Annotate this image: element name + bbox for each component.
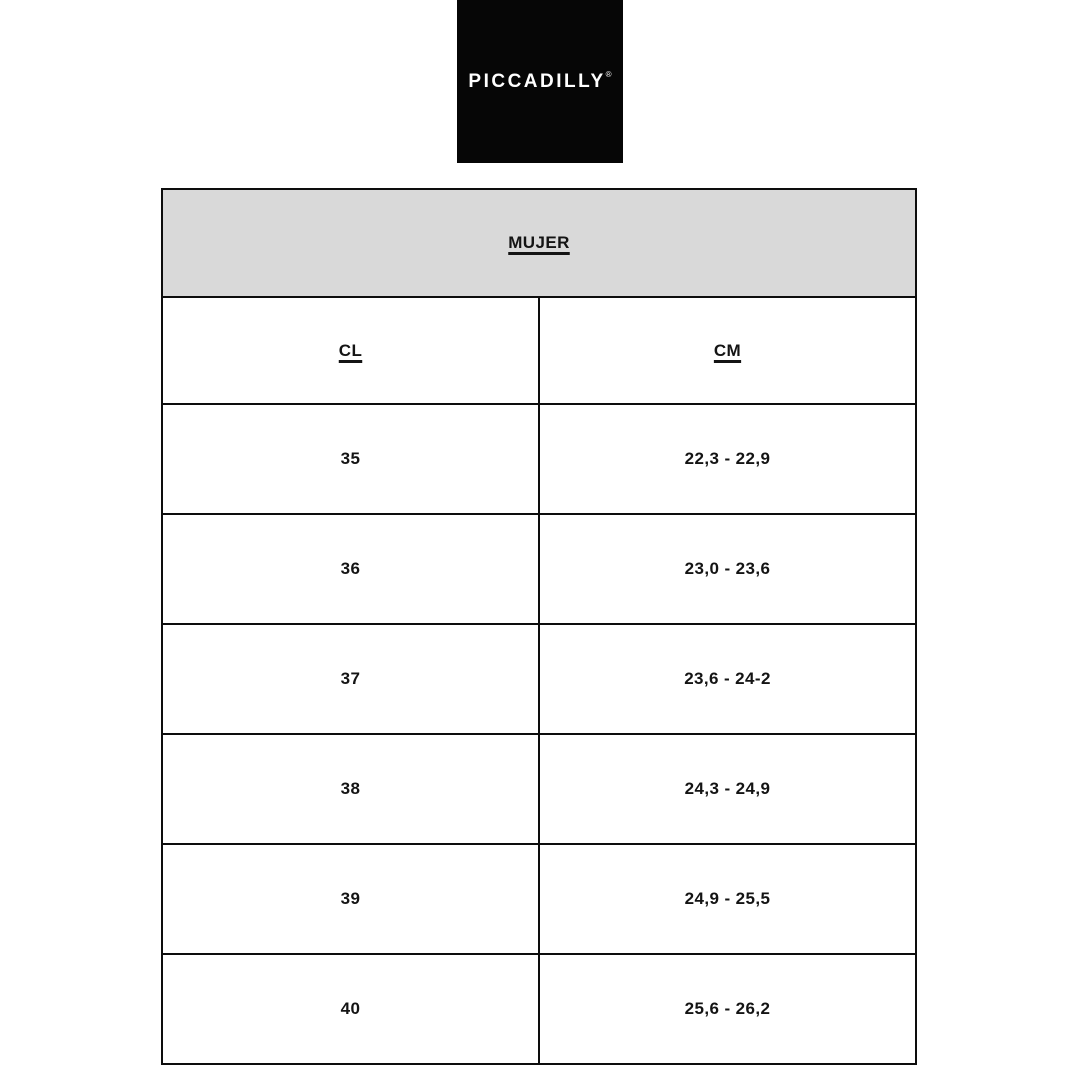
table-row	[162, 404, 916, 514]
table-row	[162, 734, 916, 844]
table-row	[162, 514, 916, 624]
size-table-container	[161, 188, 917, 1065]
column-header-row	[162, 297, 916, 404]
cell-cl: 35	[162, 404, 539, 514]
brand-logo	[457, 0, 623, 163]
column-header-cl: CL	[162, 297, 539, 404]
table-title-cell	[162, 189, 916, 297]
cell-cl: 39	[162, 844, 539, 954]
cell-cm: 23,0 - 23,6	[539, 514, 916, 624]
cell-cl: 38	[162, 734, 539, 844]
table-row	[162, 954, 916, 1064]
cell-cl: 40	[162, 954, 539, 1064]
size-table	[161, 188, 917, 1065]
table-title-row	[162, 189, 916, 297]
column-header-cm: CM	[539, 297, 916, 404]
table-row	[162, 624, 916, 734]
table-title: MUJER	[508, 233, 570, 252]
cell-cm: 24,3 - 24,9	[539, 734, 916, 844]
cell-cm: 23,6 - 24-2	[539, 624, 916, 734]
cell-cl: 36	[162, 514, 539, 624]
cell-cm: 25,6 - 26,2	[539, 954, 916, 1064]
cell-cm: 24,9 - 25,5	[539, 844, 916, 954]
registered-trademark-icon: ®	[605, 69, 612, 79]
cell-cm: 22,3 - 22,9	[539, 404, 916, 514]
brand-logo-text	[468, 71, 611, 93]
table-row	[162, 844, 916, 954]
brand-wordmark: PICCADILLY	[468, 70, 606, 92]
cell-cl: 37	[162, 624, 539, 734]
